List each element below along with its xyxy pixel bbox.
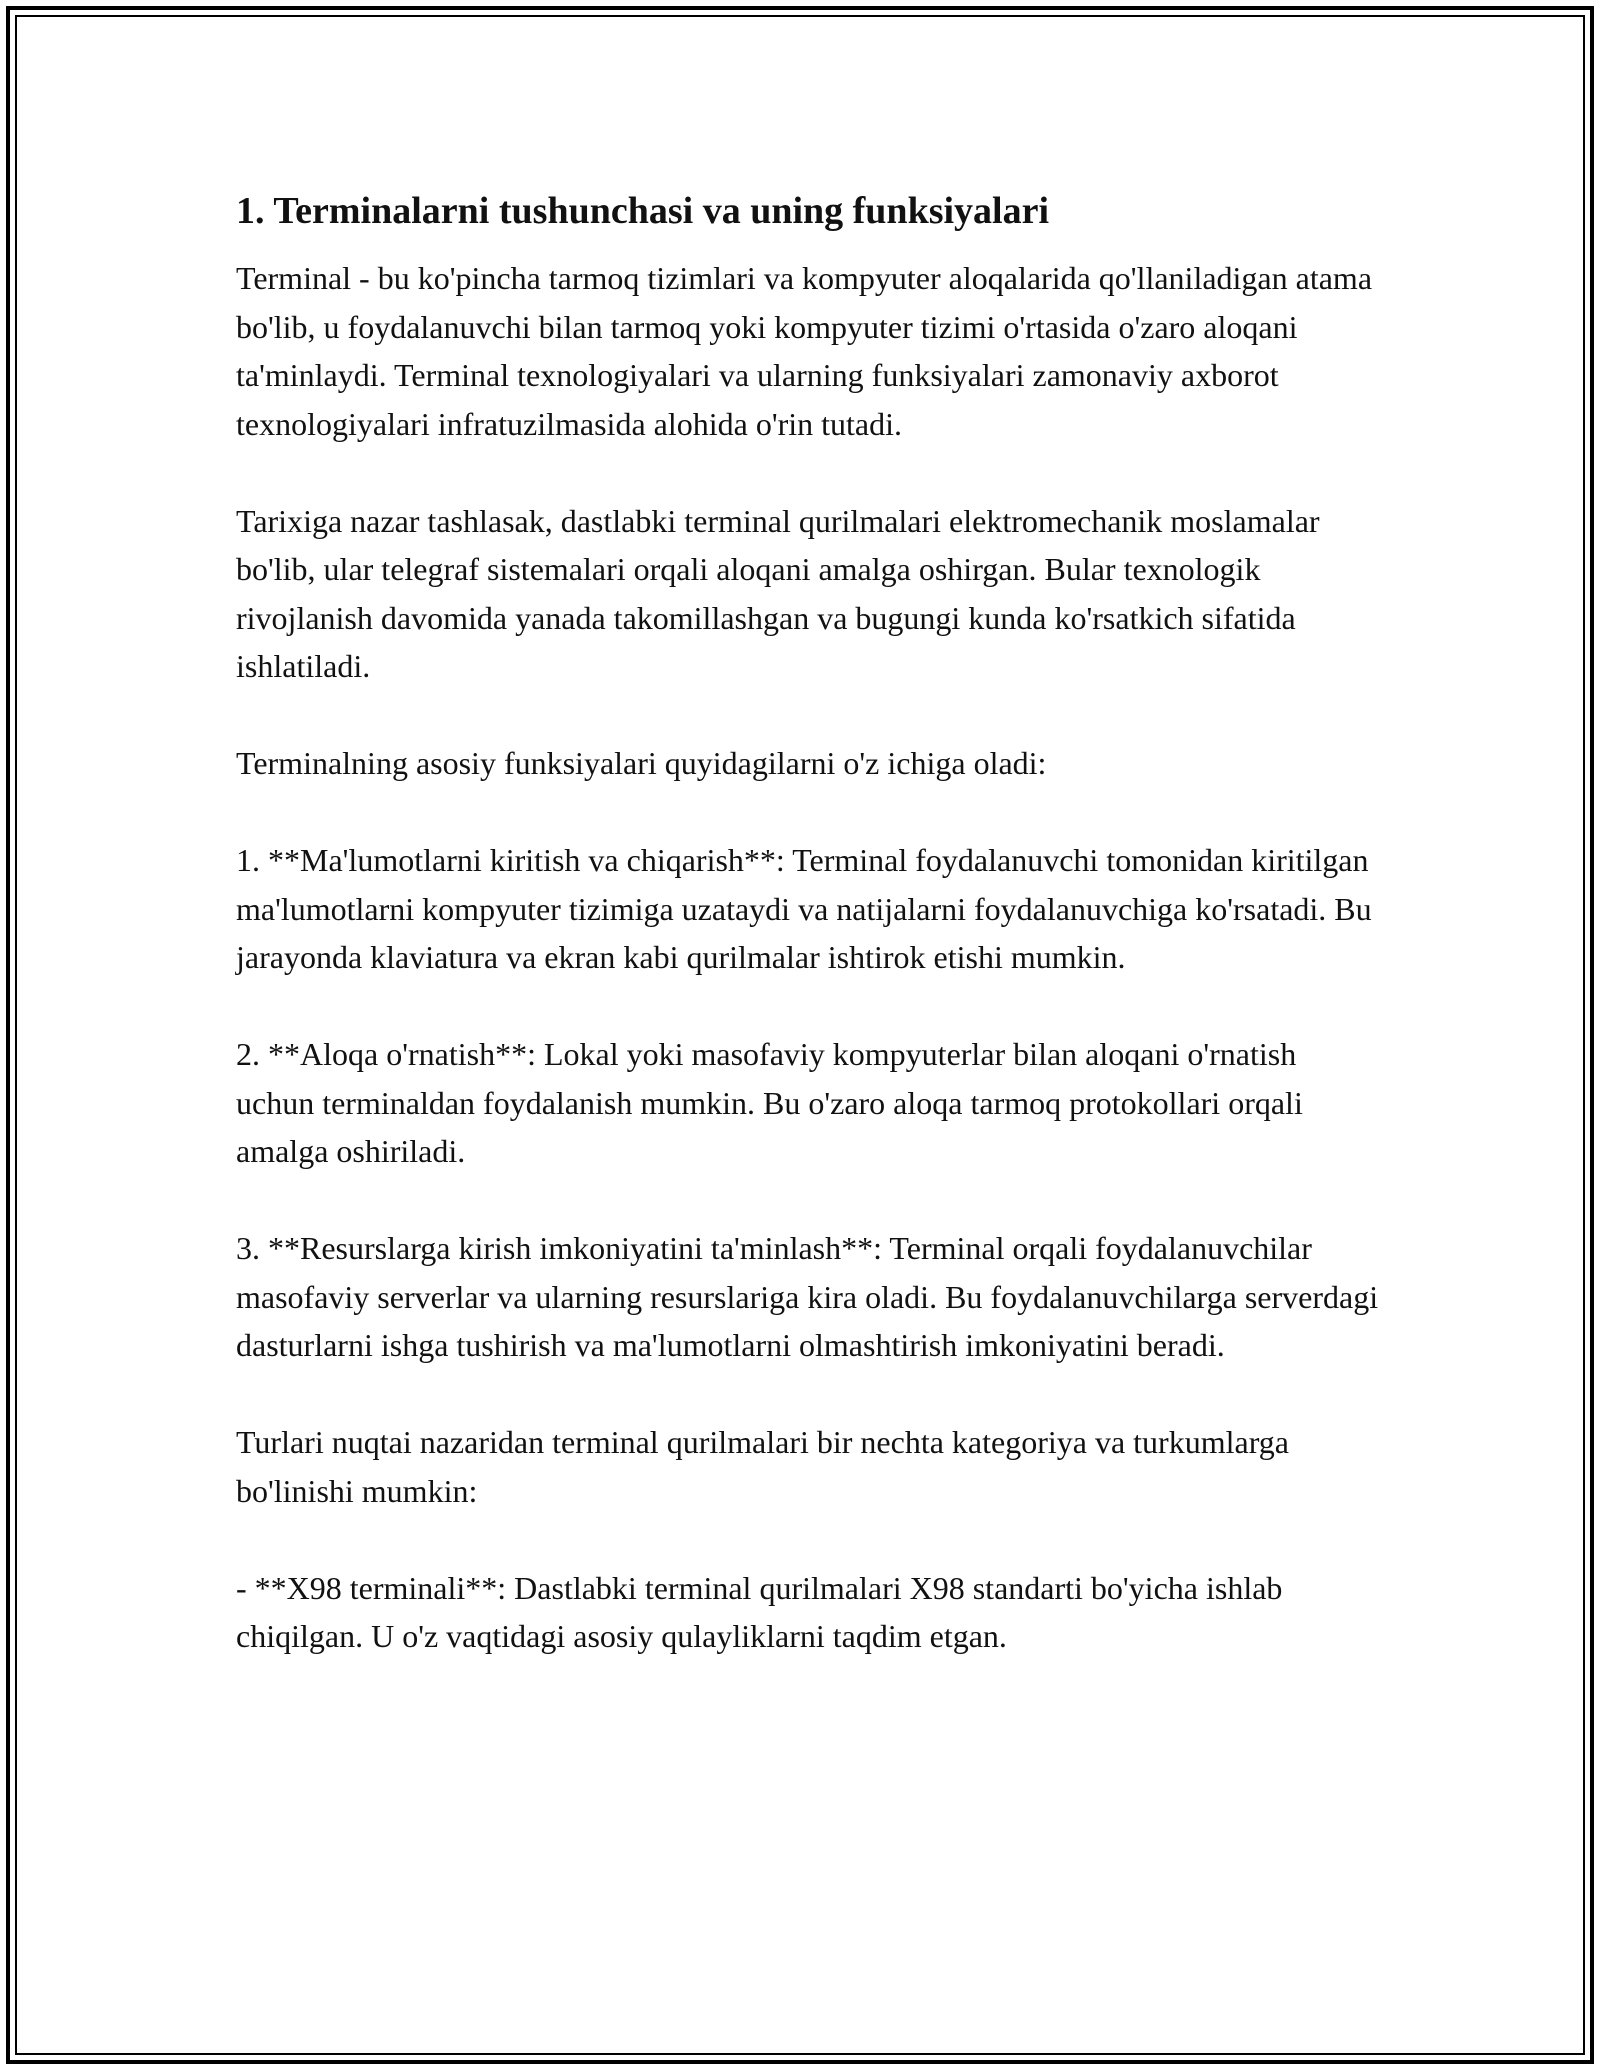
paragraph-functions-intro: Terminalning asosiy funksiyalari quyidagilarni o'z ichiga oladi: xyxy=(236,745,1047,781)
list-item-function-1: 1. **Ma'lumotlarni kiritish va chiqarish**: Terminal foydalanuvchi tomonidan kiritilgan ma'lumotlarni kompyuter tizimiga uzataydi va natijalarni foydalanuvchiga ko'rsatadi. Bu jarayonda klaviatura va ekran kabi qurilmalar ishtirok etishi mumkin. xyxy=(236,842,1372,975)
list-item-function-2: 2. **Aloqa o'rnatish**: Lokal yoki masofaviy kompyuterlar bilan aloqani o'rnatish uchun terminaldan foydalanish mumkin. Bu o'zaro aloqa tarmoq protokollari orqali amalga oshiriladi. xyxy=(236,1036,1303,1169)
list-item-function-3: 3. **Resurslarga kirish imkoniyatini ta'minlash**: Terminal orqali foydalanuvchilar masofaviy serverlar va ularning resurslariga kira oladi. Bu foydalanuvchilarga serverdagi dasturlarni ishga tushirish va ma'lumotlarni olmashtirish imkoniyatini beradi. xyxy=(236,1230,1379,1363)
paragraph-types-intro: Turlari nuqtai nazaridan terminal qurilmalari bir nechta kategoriya va turkumlarga bo'linishi mumkin: xyxy=(236,1424,1289,1509)
page-title: 1. Terminalarni tushunchasi va uning funksiyalari xyxy=(236,190,1050,232)
paragraph-intro: Terminal - bu ko'pincha tarmoq tizimlari va kompyuter aloqalarida qo'llaniladigan atama bo'lib, u foydalanuvchi bilan tarmoq yoki kompyuter tizimi o'rtasida o'zaro aloqani ta'minlaydi. Terminal texnologiyalari va ularning funksiyalari zamonaviy axborot texnologiyalari infratuzilmasida alohida o'rin tutadi. xyxy=(236,260,1373,442)
paragraph-history: Tarixiga nazar tashlasak, dastlabki terminal qurilmalari elektromechanik moslamalar bo'lib, ular telegraf sistemalari orqali aloqani amalga oshirgan. Bular texnologik rivojlanish davomida yanada takomillashgan va bugungi kunda ko'rsatkich sifatida ishlatiladi. xyxy=(236,502,1320,684)
document-body xyxy=(236,186,1381,1709)
list-item-type-x98: - **X98 terminali**: Dastlabki terminal qurilmalari X98 standarti bo'yicha ishlab chiqilgan. U o'z vaqtidagi asosiy qulayliklarni taqdim etgan. xyxy=(236,1569,1283,1654)
